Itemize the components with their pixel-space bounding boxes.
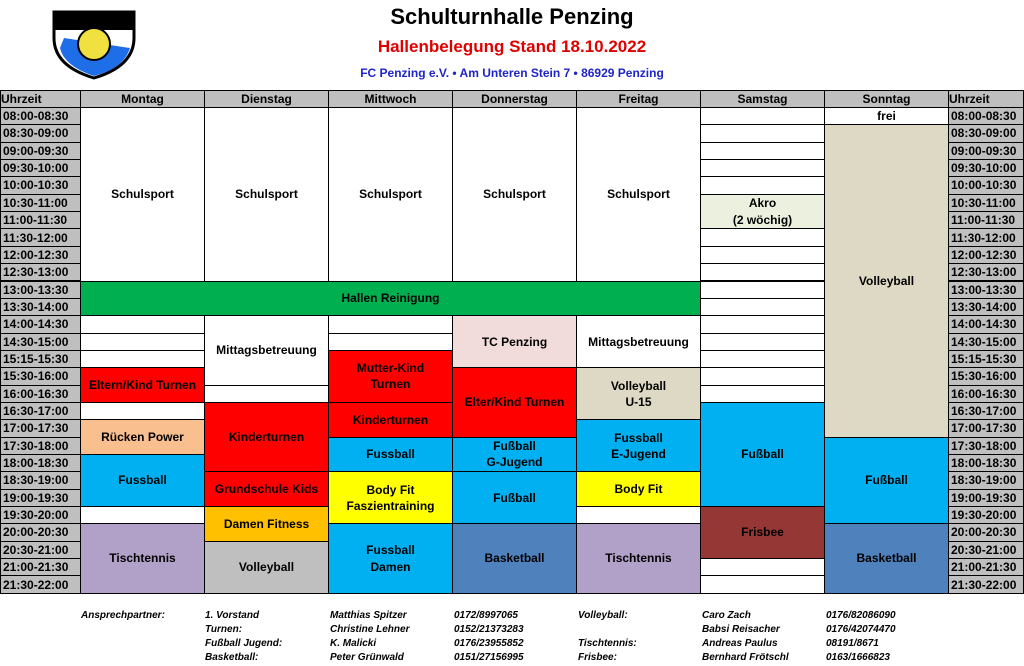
time-label-left: 17:00-17:30 bbox=[0, 419, 81, 437]
schedule-event: Fussball E-Jugend bbox=[576, 419, 701, 472]
schedule-event: Volleyball bbox=[204, 541, 329, 594]
empty-slot bbox=[328, 315, 453, 333]
empty-slot bbox=[700, 333, 825, 351]
schedule-event: Frisbee bbox=[700, 506, 825, 559]
time-label-left: 15:30-16:00 bbox=[0, 367, 81, 385]
schedule-event: Kinderturnen bbox=[204, 402, 329, 472]
schedule-event: Mittagsbetreuung bbox=[204, 315, 329, 385]
empty-slot bbox=[576, 506, 701, 524]
time-label-left: 14:30-15:00 bbox=[0, 333, 81, 351]
contact-name: Babsi Reisacher bbox=[702, 624, 780, 635]
schedule-event: Volleyball U-15 bbox=[576, 367, 701, 420]
contact-role: Volleyball: bbox=[578, 610, 628, 621]
time-label-right: 20:30-21:00 bbox=[948, 541, 1024, 559]
empty-slot bbox=[204, 385, 329, 403]
contact-phone: 08191/8671 bbox=[826, 638, 879, 649]
schedule-event: Tischtennis bbox=[80, 523, 205, 593]
schedule-event: Grundschule Kids bbox=[204, 471, 329, 507]
time-label-right: 14:30-15:00 bbox=[948, 333, 1024, 351]
time-label-left: 09:00-09:30 bbox=[0, 142, 81, 160]
empty-slot bbox=[80, 315, 205, 333]
time-label-left: 12:00-12:30 bbox=[0, 246, 81, 264]
time-label-left: 10:30-11:00 bbox=[0, 194, 81, 212]
time-label-left: 21:00-21:30 bbox=[0, 558, 81, 576]
time-label-right: 10:00-10:30 bbox=[948, 176, 1024, 194]
time-label-right: 15:15-15:30 bbox=[948, 350, 1024, 368]
time-label-right: 08:00-08:30 bbox=[948, 107, 1024, 125]
time-label-left: 17:30-18:00 bbox=[0, 437, 81, 455]
time-label-right: 19:30-20:00 bbox=[948, 506, 1024, 524]
time-label-left: 13:00-13:30 bbox=[0, 281, 81, 299]
time-label-right: 18:00-18:30 bbox=[948, 454, 1024, 472]
schedule-event: Kinderturnen bbox=[328, 402, 453, 438]
time-label-right: 14:00-14:30 bbox=[948, 315, 1024, 333]
time-label-left: 08:00-08:30 bbox=[0, 107, 81, 125]
time-label-right: 21:00-21:30 bbox=[948, 558, 1024, 576]
time-label-right: 19:00-19:30 bbox=[948, 489, 1024, 507]
empty-slot bbox=[700, 228, 825, 246]
empty-slot bbox=[700, 315, 825, 333]
contact-phone: 0151/27156995 bbox=[454, 652, 524, 663]
day-header-2: Mittwoch bbox=[328, 90, 453, 108]
empty-slot bbox=[700, 385, 825, 403]
time-label-right: 17:30-18:00 bbox=[948, 437, 1024, 455]
contact-name: Peter Grünwald bbox=[330, 652, 404, 663]
day-header-4: Freitag bbox=[576, 90, 701, 108]
schedule-event: Eltern/Kind Turnen bbox=[80, 367, 205, 403]
schedule-event: Schulsport bbox=[80, 107, 205, 282]
contact-phone: 0172/8997065 bbox=[454, 610, 518, 621]
empty-slot bbox=[700, 350, 825, 368]
page-subtitle: Hallenbelegung Stand 18.10.2022 bbox=[377, 37, 647, 56]
schedule-event: Mutter-Kind Turnen bbox=[328, 350, 453, 403]
time-header-left: Uhrzeit bbox=[0, 90, 81, 108]
day-header-5: Samstag bbox=[700, 90, 825, 108]
schedule-event: Schulsport bbox=[452, 107, 577, 282]
schedule-event: Body Fit bbox=[576, 471, 701, 507]
schedule-event: Hallen Reinigung bbox=[80, 281, 701, 317]
empty-slot bbox=[700, 246, 825, 264]
time-label-left: 15:15-15:30 bbox=[0, 350, 81, 368]
time-header-right: Uhrzeit bbox=[948, 90, 1024, 108]
empty-slot bbox=[700, 176, 825, 194]
contact-role: 1. Vorstand bbox=[205, 610, 260, 621]
empty-slot bbox=[700, 298, 825, 316]
schedule-event: Basketball bbox=[452, 523, 577, 593]
schedule-event: Schulsport bbox=[576, 107, 701, 282]
contact-name: Bernhard Frötschl bbox=[702, 652, 789, 663]
contact-role: Turnen: bbox=[205, 624, 243, 635]
time-label-right: 12:30-13:00 bbox=[948, 263, 1024, 281]
schedule-event: Fußball bbox=[452, 471, 577, 524]
time-label-left: 11:00-11:30 bbox=[0, 211, 81, 229]
schedule-event: Elter/Kind Turnen bbox=[452, 367, 577, 437]
day-header-0: Montag bbox=[80, 90, 205, 108]
empty-slot bbox=[80, 402, 205, 420]
empty-slot bbox=[80, 333, 205, 351]
schedule-event: Mittagsbetreuung bbox=[576, 315, 701, 368]
contact-phone: 0176/82086090 bbox=[826, 610, 896, 621]
empty-slot bbox=[80, 350, 205, 368]
contact-name: Andreas Paulus bbox=[702, 638, 778, 649]
schedule-event: Damen Fitness bbox=[204, 506, 329, 542]
time-label-right: 15:30-16:00 bbox=[948, 367, 1024, 385]
time-label-right: 16:00-16:30 bbox=[948, 385, 1024, 403]
time-label-right: 13:00-13:30 bbox=[948, 281, 1024, 299]
contacts-section bbox=[0, 607, 1024, 666]
time-label-right: 10:30-11:00 bbox=[948, 194, 1024, 212]
empty-slot bbox=[700, 558, 825, 576]
page-title: Schulturnhalle Penzing bbox=[390, 4, 634, 29]
contact-name: Matthias Spitzer bbox=[330, 610, 407, 621]
contact-phone: 0176/23955852 bbox=[454, 638, 524, 649]
schedule-table bbox=[0, 90, 1024, 593]
time-label-left: 12:30-13:00 bbox=[0, 263, 81, 281]
time-label-right: 17:00-17:30 bbox=[948, 419, 1024, 437]
time-label-right: 13:30-14:00 bbox=[948, 298, 1024, 316]
time-label-left: 16:30-17:00 bbox=[0, 402, 81, 420]
empty-slot bbox=[700, 142, 825, 160]
empty-slot bbox=[700, 107, 825, 125]
empty-slot bbox=[700, 159, 825, 177]
contact-name: K. Malicki bbox=[330, 638, 377, 649]
time-label-left: 20:30-21:00 bbox=[0, 541, 81, 559]
time-label-right: 09:00-09:30 bbox=[948, 142, 1024, 160]
time-label-left: 16:00-16:30 bbox=[0, 385, 81, 403]
contact-phone: 0163/1666823 bbox=[826, 652, 890, 663]
day-header-6: Sonntag bbox=[824, 90, 949, 108]
schedule-event: Volleyball bbox=[824, 124, 949, 437]
schedule-event: TC Penzing bbox=[452, 315, 577, 368]
contact-role: Tischtennis: bbox=[578, 638, 637, 649]
empty-slot bbox=[700, 367, 825, 385]
empty-slot bbox=[80, 506, 205, 524]
time-label-left: 18:00-18:30 bbox=[0, 454, 81, 472]
empty-slot bbox=[700, 124, 825, 142]
schedule-event: Fußball G-Jugend bbox=[452, 437, 577, 473]
time-label-left: 13:30-14:00 bbox=[0, 298, 81, 316]
empty-slot bbox=[700, 263, 825, 281]
contact-role: Basketball: bbox=[205, 652, 259, 663]
time-label-left: 19:30-20:00 bbox=[0, 506, 81, 524]
time-label-left: 21:30-22:00 bbox=[0, 575, 81, 593]
time-label-left: 14:00-14:30 bbox=[0, 315, 81, 333]
time-label-left: 10:00-10:30 bbox=[0, 176, 81, 194]
schedule-event: frei bbox=[824, 107, 949, 125]
schedule-event: Basketball bbox=[824, 523, 949, 593]
club-address: FC Penzing e.V. • Am Unteren Stein 7 • 86929 Penzing bbox=[360, 66, 664, 80]
time-label-right: 16:30-17:00 bbox=[948, 402, 1024, 420]
schedule-event: Fussball bbox=[80, 454, 205, 507]
empty-slot bbox=[328, 333, 453, 351]
schedule-event: Schulsport bbox=[328, 107, 453, 282]
schedule-event: Akro (2 wöchig) bbox=[700, 194, 825, 230]
time-label-right: 09:30-10:00 bbox=[948, 159, 1024, 177]
time-label-right: 08:30-09:00 bbox=[948, 124, 1024, 142]
time-label-left: 11:30-12:00 bbox=[0, 228, 81, 246]
schedule-event: Rücken Power bbox=[80, 419, 205, 455]
time-label-right: 11:00-11:30 bbox=[948, 211, 1024, 229]
time-label-left: 20:00-20:30 bbox=[0, 523, 81, 541]
empty-slot bbox=[700, 575, 825, 593]
page-header bbox=[0, 0, 1024, 88]
contacts-label: Ansprechpartner: bbox=[81, 610, 165, 621]
schedule-event: Body Fit Faszientraining bbox=[328, 471, 453, 524]
day-header-1: Dienstag bbox=[204, 90, 329, 108]
contact-role: Fußball Jugend: bbox=[205, 638, 283, 649]
schedule-event: Fußball bbox=[700, 402, 825, 507]
schedule-event: Tischtennis bbox=[576, 523, 701, 593]
time-label-right: 20:00-20:30 bbox=[948, 523, 1024, 541]
contact-name: Christine Lehner bbox=[330, 624, 410, 635]
time-label-left: 19:00-19:30 bbox=[0, 489, 81, 507]
empty-slot bbox=[700, 281, 825, 299]
time-label-left: 09:30-10:00 bbox=[0, 159, 81, 177]
time-label-right: 12:00-12:30 bbox=[948, 246, 1024, 264]
time-label-left: 08:30-09:00 bbox=[0, 124, 81, 142]
time-label-right: 18:30-19:00 bbox=[948, 471, 1024, 489]
contact-phone: 0152/21373283 bbox=[454, 624, 524, 635]
schedule-event: Fussball bbox=[328, 437, 453, 473]
contact-role: Frisbee: bbox=[578, 652, 617, 663]
time-label-right: 11:30-12:00 bbox=[948, 228, 1024, 246]
contact-phone: 0176/42074470 bbox=[826, 624, 896, 635]
day-header-3: Donnerstag bbox=[452, 90, 577, 108]
time-label-left: 18:30-19:00 bbox=[0, 471, 81, 489]
schedule-event: Schulsport bbox=[204, 107, 329, 282]
schedule-event: Fußball bbox=[824, 437, 949, 525]
schedule-event: Fussball Damen bbox=[328, 523, 453, 593]
contact-name: Caro Zach bbox=[702, 610, 751, 621]
time-label-right: 21:30-22:00 bbox=[948, 575, 1024, 593]
